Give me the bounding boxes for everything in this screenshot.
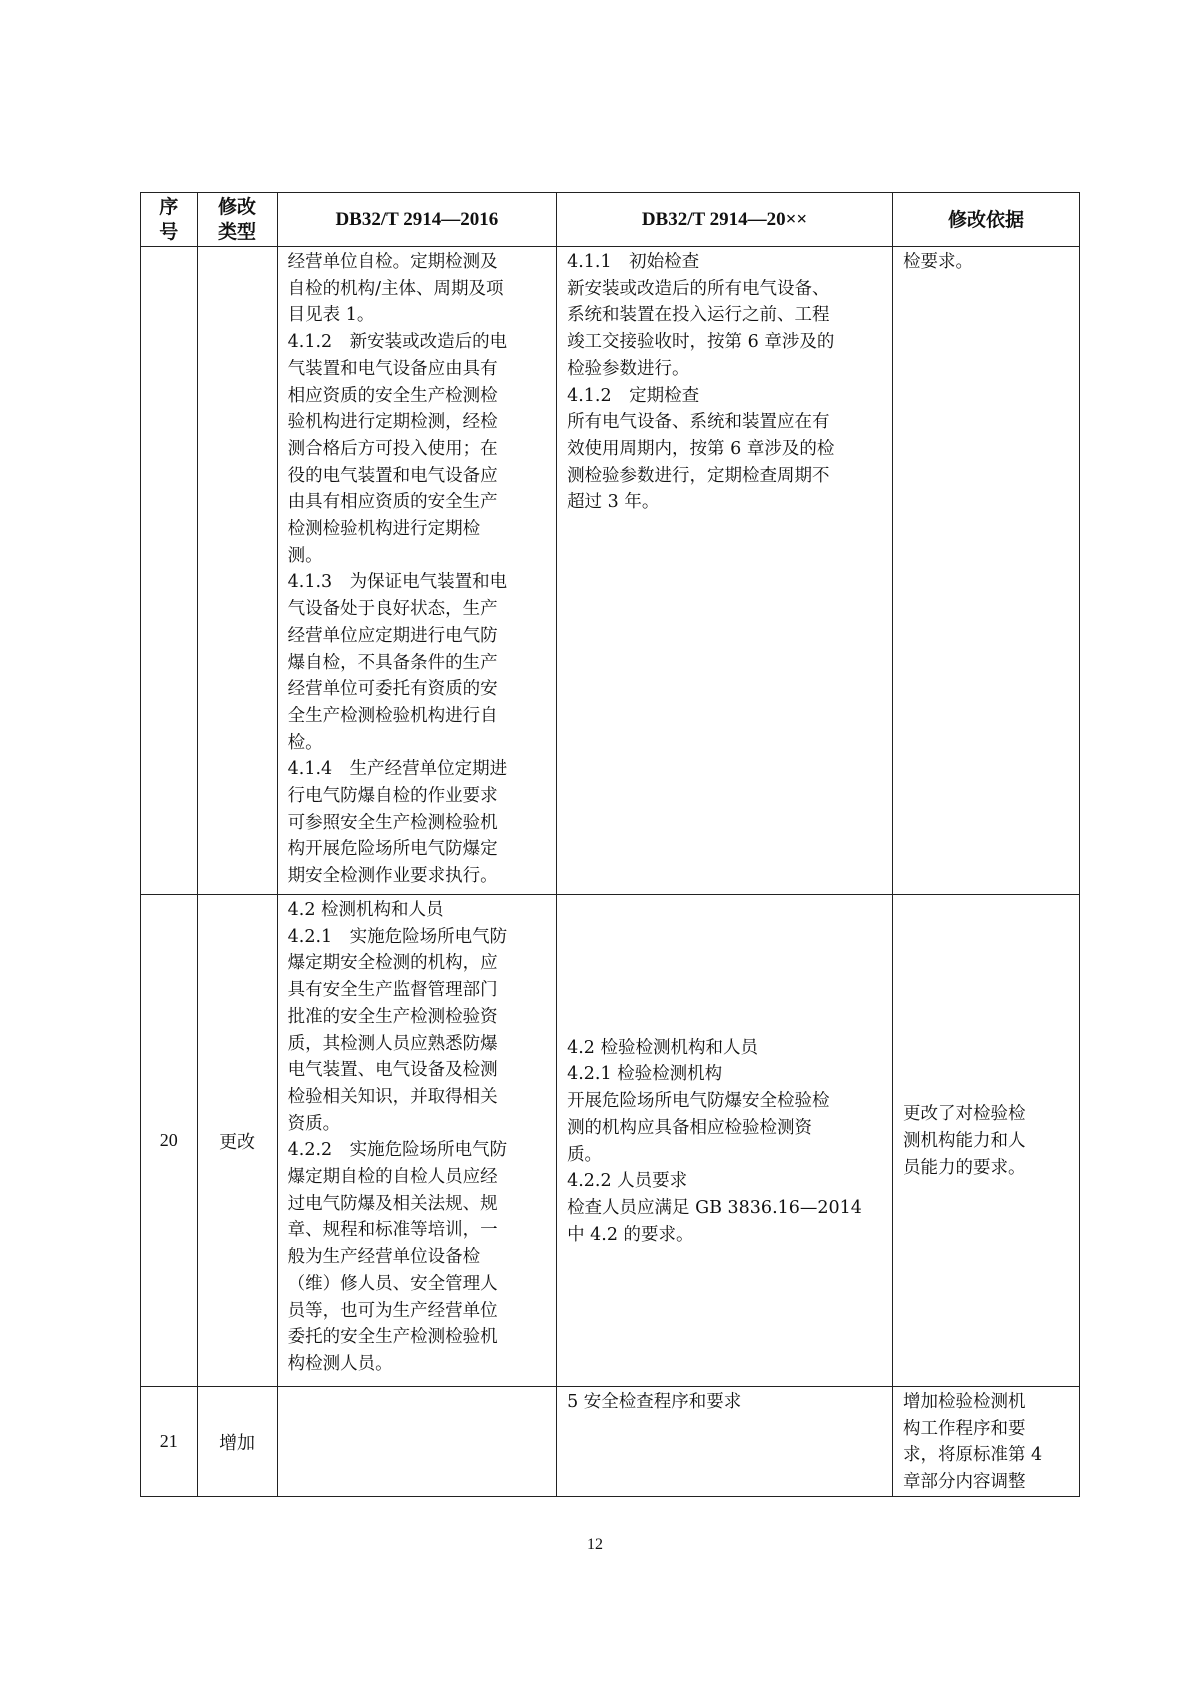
text-line: 检要求。 [903,252,973,272]
text-line: 构开展危险场所电气防爆定 [287,839,498,860]
page-number: 12 [587,1536,603,1553]
text-line: 检验参数进行。 [567,358,690,379]
basis-content [893,247,1079,276]
new-content-cell [557,895,893,1387]
text-line: 气装置和电气设备应由具有 [287,358,498,379]
text-line: 4.2 检测机构和人员 [287,900,444,920]
header-type-line2: 类型 [218,220,257,243]
header-basis: 修改依据 [893,193,1080,247]
text-line: 效使用周期内，按第 6 章涉及的检 [567,438,835,459]
text-line: 员能力的要求。 [903,1157,1026,1178]
header-new-standard: DB32/T 2914—20×× [557,193,893,247]
header-seq-line2: 号 [159,220,179,243]
table-header-row [141,193,1080,247]
text-line: 批准的安全生产检测检验资 [287,1006,498,1027]
basis-content [893,1099,1079,1181]
text-line: 电气装置、电气设备及检测 [287,1060,498,1081]
new-content [557,1033,892,1249]
text-line: 质。 [567,1144,603,1165]
header-seq-line1: 序 [159,195,179,218]
text-line: （维）修人员、安全管理人 [287,1273,498,1294]
text-line: 测检验参数进行，定期检查周期不 [567,465,830,486]
row-seq-cell [141,1387,198,1497]
text-line: 验机构进行定期检测，经检 [287,412,498,433]
text-line: 经营单位应定期进行电气防 [287,625,498,646]
text-line: 测。 [287,545,323,566]
text-line: 构工作程序和要 [903,1418,1026,1439]
old-content-cell [277,895,556,1387]
text-line: 役的电气装置和电气设备应 [287,465,498,486]
basis-cell [893,1387,1080,1497]
text-line: 经营单位可委托有资质的安 [287,679,498,700]
text-line: 爆自检，不具备条件的生产 [287,652,498,673]
row-type: 增加 [219,1432,256,1454]
text-line: 行电气防爆自检的作业要求 [287,786,498,807]
header-type [197,193,277,247]
text-line: 4.1.1 初始检查 [567,252,700,272]
text-line: 员等，也可为生产经营单位 [287,1300,498,1321]
text-line: 4.2.1 检验检测机构 [567,1064,723,1085]
text-line: 经营单位自检。定期检测及 [287,252,498,272]
text-line: 自检的机构/主体、周期及项 [287,278,504,299]
text-line: 开展危险场所电气防爆安全检验检 [567,1091,830,1112]
old-content-cell [277,1387,556,1497]
basis-content [893,1387,1079,1496]
text-line: 全生产检测检验机构进行自 [287,705,498,726]
text-line: 竣工交接验收时，按第 6 章涉及的 [567,332,835,353]
basis-cell [893,895,1080,1387]
text-line: 相应资质的安全生产检测检 [287,385,498,406]
text-line: 新安装或改造后的所有电气设备、 [567,278,830,299]
row-seq-cell [141,247,198,895]
text-line: 所有电气设备、系统和装置应在有 [567,412,830,433]
revision-table [140,192,1080,1497]
text-line: 4.1.2 定期检查 [567,385,700,406]
header-seq [141,193,198,247]
text-line: 由具有相应资质的安全生产 [287,492,498,513]
text-line: 可参照安全生产检测检验机 [287,812,498,833]
table-row [141,895,1080,1387]
old-content [278,895,556,1378]
text-line: 章、规程和标准等培训，一 [287,1220,498,1241]
text-line: 测合格后方可投入使用；在 [287,438,498,459]
text-line: 过电气防爆及相关法规、规 [287,1193,498,1214]
text-line: 期安全检测作业要求执行。 [287,866,498,887]
text-line: 目见表 1。 [287,305,375,326]
text-line: 中 4.2 的要求。 [567,1224,694,1245]
basis-cell [893,247,1080,895]
header-type-line1: 修改 [218,195,257,218]
table-row [141,247,1080,895]
text-line: 气设备处于良好状态，生产 [287,599,498,620]
row-type-cell [197,247,277,895]
text-line: 4.2 检验检测机构和人员 [567,1037,758,1058]
text-line: 4.2.2 人员要求 [567,1171,688,1192]
text-line: 4.1.4 生产经营单位定期进 [287,759,508,780]
text-line: 检查人员应满足 GB 3836.16—2014 [567,1197,862,1218]
new-content-cell [557,1387,893,1497]
text-line: 测机构能力和人 [903,1131,1026,1152]
text-line: 测的机构应具备相应检验检测资 [567,1117,813,1138]
text-line: 检测检验机构进行定期检 [287,519,481,540]
old-content-cell [277,247,556,895]
text-line: 章部分内容调整 [903,1472,1026,1493]
old-content [278,247,556,890]
text-line: 构检测人员。 [287,1353,393,1374]
text-line: 增加检验检测机 [903,1392,1026,1412]
text-line: 般为生产经营单位设备检 [287,1247,481,1268]
row-seq: 21 [159,1431,178,1451]
text-line: 5 安全检查程序和要求 [567,1392,742,1412]
text-line: 更改了对检验检 [903,1104,1026,1125]
text-line: 4.1.2 新安装或改造后的电 [287,332,508,353]
row-type-cell [197,1387,277,1497]
text-line: 系统和装置在投入运行之前、工程 [567,305,830,326]
text-line: 4.1.3 为保证电气装置和电 [287,572,508,593]
text-line: 求，将原标准第 4 [903,1445,1043,1466]
text-line: 具有安全生产监督管理部门 [287,980,498,1001]
new-content [557,247,892,516]
text-line: 资质。 [287,1113,341,1134]
text-line: 4.2.2 实施危险场所电气防 [287,1140,508,1161]
text-line: 质，其检测人员应熟悉防爆 [287,1033,498,1054]
text-line: 委托的安全生产检测检验机 [287,1327,498,1348]
row-type: 更改 [219,1131,256,1153]
new-content-cell [557,247,893,895]
text-line: 4.2.1 实施危险场所电气防 [287,926,508,947]
text-line: 爆定期安全检测的机构，应 [287,953,498,974]
row-seq-cell [141,895,198,1387]
text-line: 超过 3 年。 [567,492,660,513]
new-content [557,1387,892,1416]
header-old-standard: DB32/T 2914—2016 [277,193,556,247]
table-row [141,1387,1080,1497]
text-line: 检验相关知识，并取得相关 [287,1086,498,1107]
text-line: 检。 [287,732,323,753]
row-type-cell [197,895,277,1387]
old-content [278,1387,556,1389]
text-line: 爆定期自检的自检人员应经 [287,1167,498,1188]
row-seq: 20 [159,1130,178,1150]
